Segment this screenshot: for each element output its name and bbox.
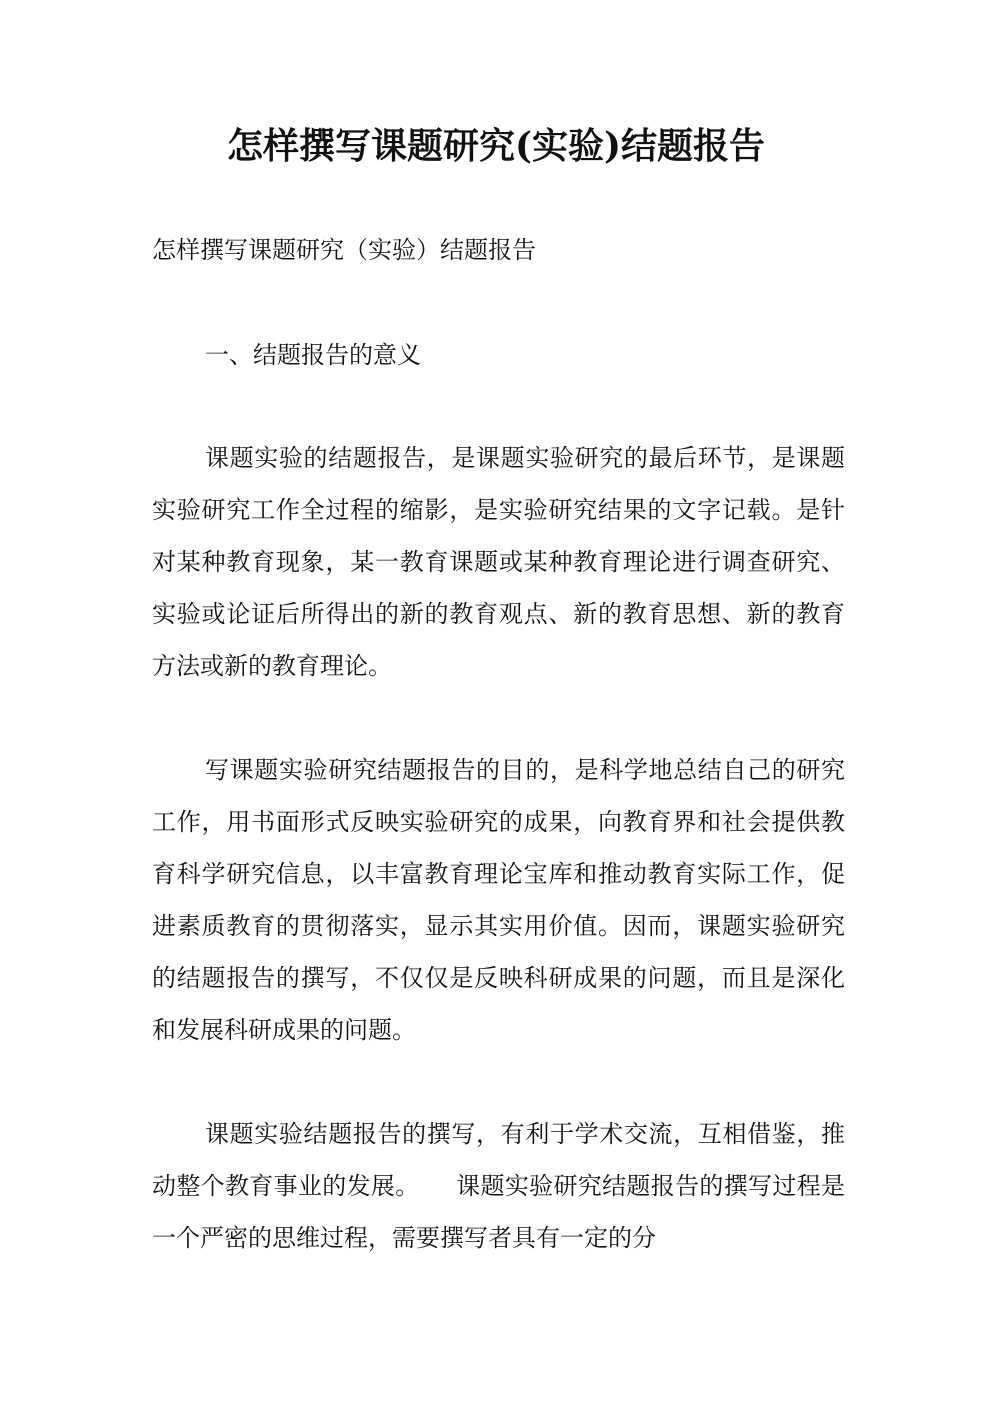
paragraph: 写课题实验研究结题报告的目的，是科学地总结自己的研究工作，用书面形式反映实验研究的成果，向教育界和社会提供教育科学研究信息，以丰富教育理论宝库和推动教育实际工作，促进素质教育的贯彻落实，显示其实用价值。因而，课题实验研究的结题报告的撰写，不仅仅是反映科研成果的问题，而且是深化和发展科研成果的问题。 (152, 756, 845, 1044)
document-title: 怎样撰写课题研究(实验)结题报告 (226, 125, 766, 167)
section-heading: 一、结题报告的意义 (205, 341, 421, 369)
paragraph: 课题实验的结题报告，是课题实验研究的最后环节，是课题实验研究工作全过程的缩影，是实验研究结果的文字记载。是针对某种教育现象，某一教育课题或某种教育理论进行调查研究、实验或论证后所得出的新的教育观点、新的教育思想、新的教育方法或新的教育理论。 (152, 444, 845, 680)
document-subtitle: 怎样撰写课题研究（实验）结题报告 (152, 236, 536, 264)
paragraph: 课题实验结题报告的撰写，有利于学术交流，互相借鉴，推动整个教育事业的发展。 课题实验研究结题报告的撰写过程是一个严密的思维过程，需要撰写者具有一定的分 (152, 1120, 845, 1252)
